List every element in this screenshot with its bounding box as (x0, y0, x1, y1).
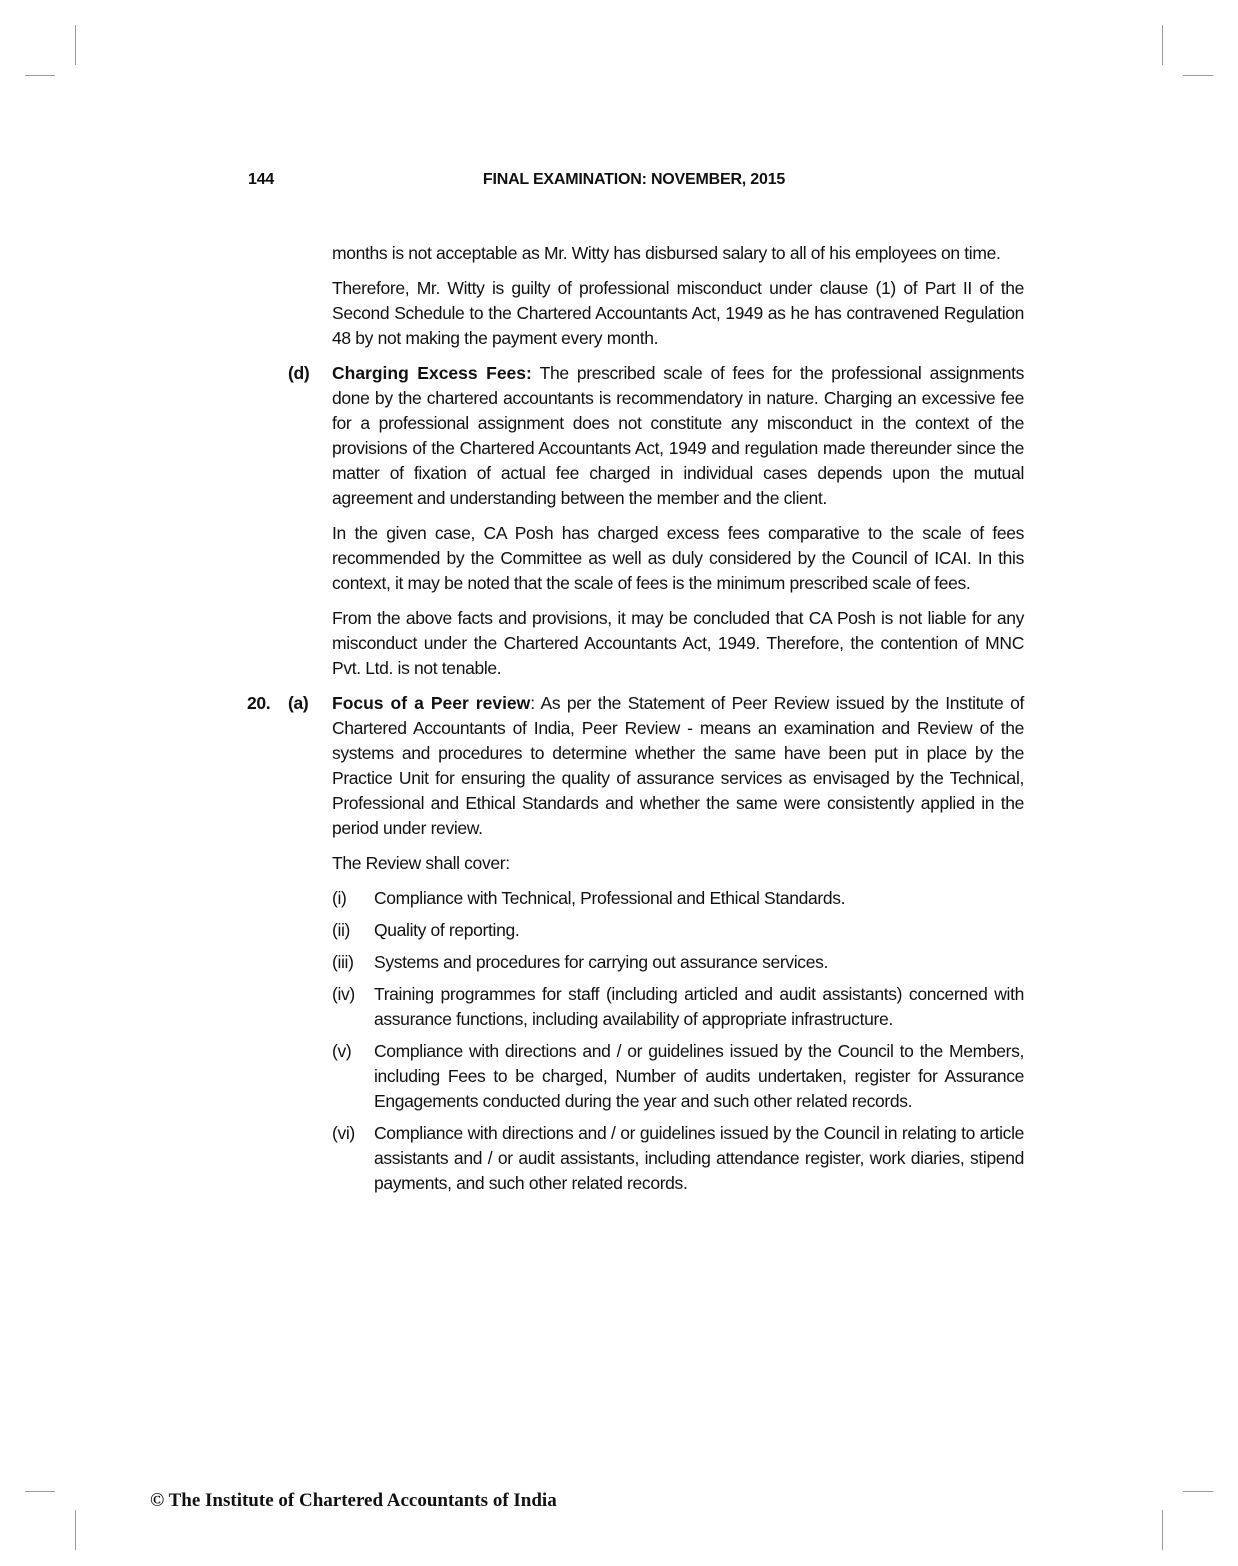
crop-mark (75, 25, 76, 65)
list-text: Systems and procedures for carrying out assurance services. (374, 952, 829, 972)
crop-mark (75, 1510, 76, 1550)
page-number: 144 (248, 171, 275, 188)
item-label: (a) (288, 693, 309, 713)
item-label: (d) (288, 363, 310, 383)
paragraph: Therefore, Mr. Witty is guilty of professional misconduct under clause (1) of Part II of the Second Schedule to the Chartered Accountants Act, 1949 as he has contravened Regulation 48 by not making the payment every month. (332, 278, 1024, 348)
crop-mark (1162, 25, 1163, 65)
list-text: Compliance with directions and / or guidelines issued by the Council to the Members, including Fees to be charged, Number of audits undertaken, register for Assurance Engagements conducted during the year and such other related records. (374, 1041, 1024, 1111)
list-text: Compliance with Technical, Professional and Ethical Standards. (374, 888, 846, 908)
crop-mark (25, 1491, 55, 1492)
list-text: Training programmes for staff (including articled and audit assistants) concerned with assurance functions, including availability of appropriate infrastructure. (374, 984, 1024, 1029)
crop-mark (1183, 75, 1213, 76)
copyright-footer: © The Institute of Chartered Accountants of India (150, 1490, 557, 1511)
paragraph: months is not acceptable as Mr. Witty has disbursed salary to all of his employees on time. (332, 243, 1001, 263)
list-number: (v) (332, 1041, 352, 1061)
item-heading: Charging Excess Fees: (332, 363, 532, 383)
list-text: Compliance with directions and / or guidelines issued by the Council in relating to article assistants and / or audit assistants, including attendance register, work diaries, stipend payments, and such other related records. (374, 1123, 1024, 1193)
crop-mark (1183, 1491, 1213, 1492)
item-text: The prescribed scale of fees for the professional assignments done by the chartered accountants is recommendatory in nature. Charging an excessive fee for a professional assignment does not constitute any misconduct in the context of the provisions of the Chartered Accountants Act, 1949 and regulation made thereunder since the matter of fixation of actual fee charged in individual cases depends upon the mutual agreement and understanding between the member and the client. (332, 363, 1025, 508)
list-number: (ii) (332, 920, 351, 940)
question-20 (247, 691, 1024, 1196)
list-item (332, 886, 1024, 911)
paragraph: The Review shall cover: (332, 853, 510, 873)
list-number: (iv) (332, 984, 355, 1004)
list-number: (vi) (332, 1123, 355, 1143)
question-number: 20. (247, 693, 271, 713)
paragraph: From the above facts and provisions, it may be concluded that CA Posh is not liable for any misconduct under the Chartered Accountants Act, 1949. Therefore, the contention of MNC Pvt. Ltd. is not tenable. (332, 608, 1024, 678)
list-item (332, 950, 1024, 975)
list-item (332, 982, 1024, 1032)
list-number: (i) (332, 888, 347, 908)
running-header: FINAL EXAMINATION: NOVEMBER, 2015 (482, 171, 786, 188)
list-item (332, 1039, 1024, 1114)
crop-mark (25, 75, 55, 76)
list-item (332, 918, 1024, 943)
document-body (247, 241, 1025, 1203)
review-coverage-list (332, 886, 1024, 1196)
list-number: (iii) (332, 952, 354, 972)
list-text: Quality of reporting. (374, 920, 520, 940)
paragraph (332, 361, 1024, 511)
crop-mark (1162, 1510, 1163, 1550)
list-item (332, 1121, 1024, 1196)
item-text: : As per the Statement of Peer Review issued by the Institute of Chartered Accountants of India, Peer Review - means an examination and Review of the systems and procedures to determine whether the same have been put in place by the Practice Unit for ensuring the quality of assurance services as envisaged by the Technical, Professional and Ethical Standards and whether the same were consistently applied in the period under review. (332, 693, 1024, 838)
answer-item-d (288, 361, 1025, 681)
item-heading: Focus of a Peer review (332, 693, 531, 713)
paragraph: In the given case, CA Posh has charged excess fees comparative to the scale of fees recommended by the Committee as well as duly considered by the Council of ICAI. In this context, it may be noted that the scale of fees is the minimum prescribed scale of fees. (332, 523, 1024, 593)
paragraph (332, 691, 1024, 841)
